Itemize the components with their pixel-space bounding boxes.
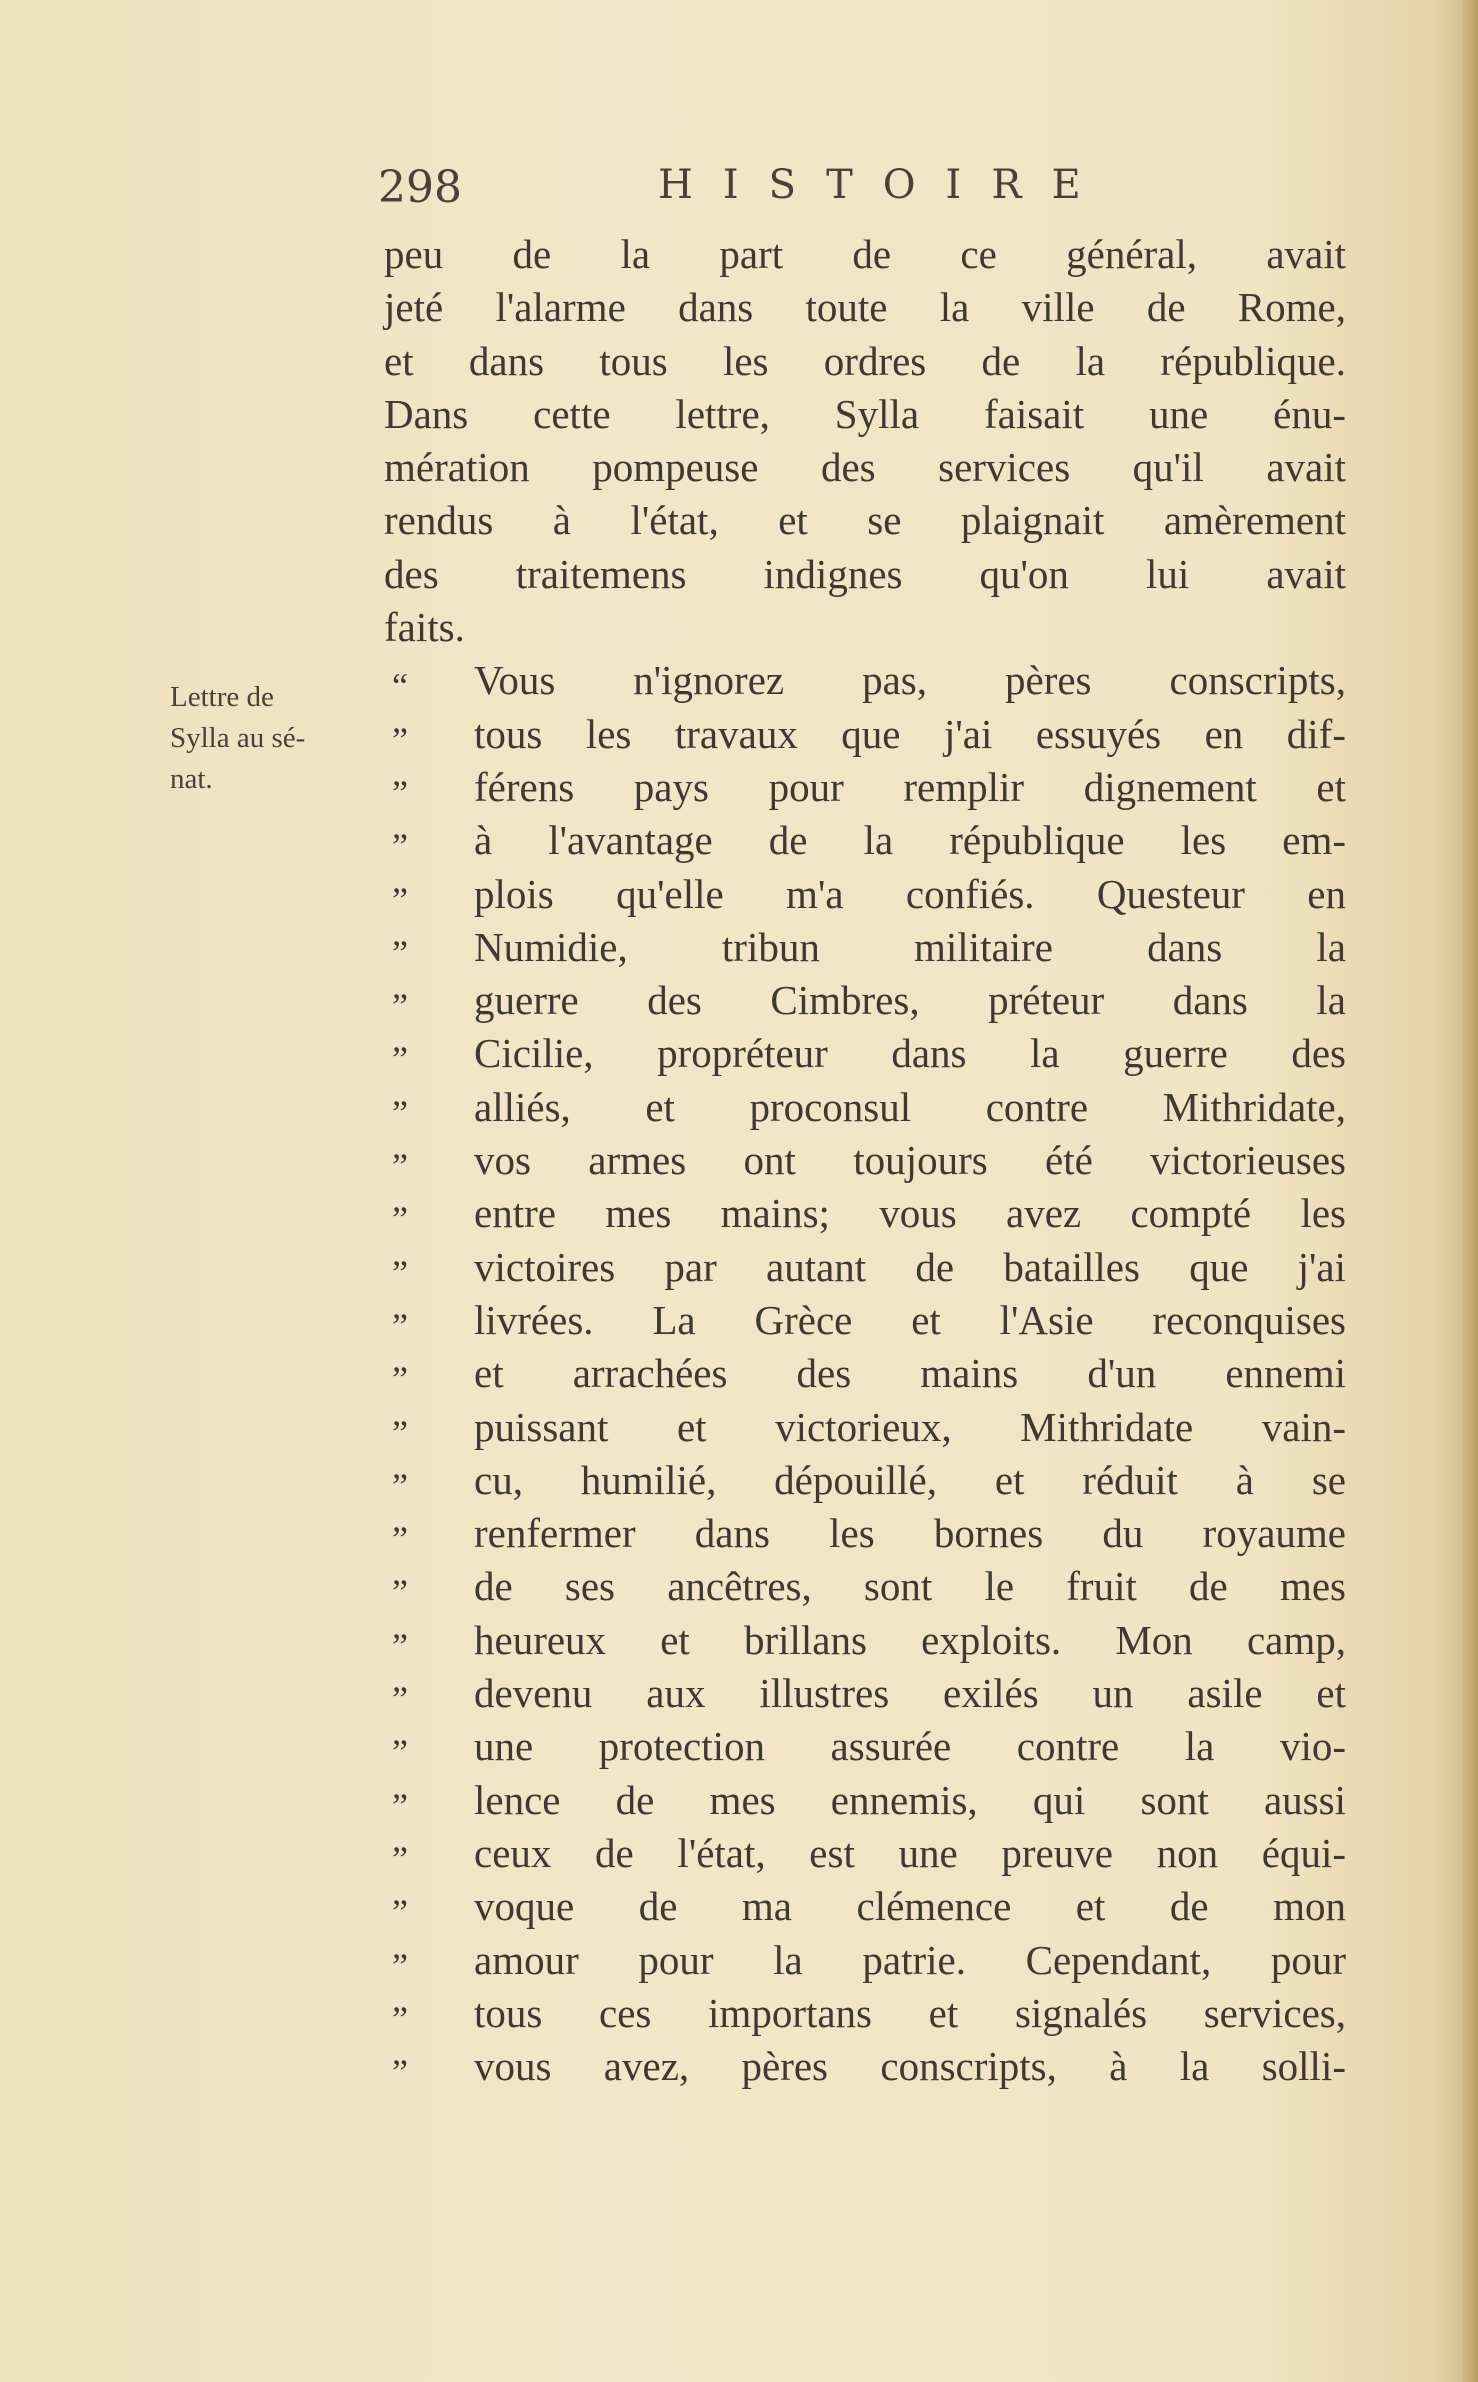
page-number: 298: [378, 162, 462, 213]
letter-line: vos armes ont toujours été victorieuses: [474, 1137, 1346, 1184]
letter-row: [384, 868, 1346, 921]
letter-line: voque de ma clémence et de mon: [474, 1883, 1346, 1930]
continuation-quote-mark: ”: [392, 1465, 408, 1506]
letter-row: [384, 1401, 1346, 1454]
letter-row: [384, 1507, 1346, 1560]
letter-row: [384, 1027, 1346, 1080]
running-title: HISTOIRE: [658, 162, 1111, 208]
continuation-quote-mark: ”: [392, 1998, 408, 2039]
continuation-quote-mark: ”: [392, 1945, 408, 1986]
letter-row: [384, 1774, 1346, 1827]
letter-row: [384, 1187, 1346, 1240]
letter-line: Cicilie, propréteur dans la guerre des: [474, 1030, 1346, 1077]
body-text: [384, 228, 1346, 2093]
letter-row: [384, 1081, 1346, 1134]
opening-quote-mark: “: [392, 666, 408, 707]
letter-line: Numidie, tribun militaire dans la: [474, 923, 1346, 970]
letter-line: alliés, et proconsul contre Mithridate,: [474, 1083, 1346, 1130]
intro-line: rendus à l'état, et se plaignait amèrement: [384, 497, 1346, 544]
continuation-quote-mark: ”: [392, 772, 408, 813]
letter-row: [384, 1827, 1346, 1880]
letter-line: livrées. La Grèce et l'Asie reconquises: [474, 1296, 1346, 1343]
letter-row: [384, 1667, 1346, 1720]
letter-line: plois qu'elle m'a confiés. Questeur en: [474, 870, 1346, 917]
letter-line: entre mes mains; vous avez compté les: [474, 1190, 1346, 1237]
letter-line: une protection assurée contre la vio-: [474, 1723, 1346, 1770]
letter-line: amour pour la patrie. Cependant, pour: [474, 1936, 1346, 1983]
letter-row: [384, 2040, 1346, 2093]
letter-row: [384, 1934, 1346, 1987]
letter-line: ceux de l'état, est une preuve non équi-: [474, 1829, 1346, 1876]
continuation-quote-mark: ”: [392, 826, 408, 867]
continuation-quote-mark: ”: [392, 1305, 408, 1346]
letter-line: heureux et brillans exploits. Mon camp,: [474, 1616, 1346, 1663]
continuation-quote-mark: ”: [392, 1732, 408, 1773]
continuation-quote-mark: ”: [392, 1412, 408, 1453]
letter-row: [384, 761, 1346, 814]
letter-line: férens pays pour remplir dignement et: [474, 763, 1346, 810]
letter-row: [384, 921, 1346, 974]
page-edge: [1462, 0, 1478, 2382]
intro-line: et dans tous les ordres de la république.: [384, 337, 1346, 384]
continuation-quote-mark: ”: [392, 879, 408, 920]
letter-row: [384, 1880, 1346, 1933]
continuation-quote-mark: ”: [392, 2052, 408, 2093]
letter-line: puissant et victorieux, Mithridate vain-: [474, 1403, 1346, 1450]
letter-line: tous ces importans et signalés services,: [474, 1989, 1346, 2036]
letter-row: [384, 1347, 1346, 1400]
continuation-quote-mark: ”: [392, 1252, 408, 1293]
letter-row: [384, 1987, 1346, 2040]
letter-row: [384, 708, 1346, 761]
continuation-quote-mark: ”: [392, 1359, 408, 1400]
continuation-quote-mark: ”: [392, 1838, 408, 1879]
page-header: [378, 162, 1138, 222]
letter-line: vous avez, pères conscripts, à la solli-: [474, 2043, 1346, 2090]
letter-line: renfermer dans les bornes du royaume: [474, 1510, 1346, 1557]
letter-line: de ses ancêtres, sont le fruit de mes: [474, 1563, 1346, 1610]
letter-row: [384, 1294, 1346, 1347]
letter-line: cu, humilié, dépouillé, et réduit à se: [474, 1456, 1346, 1503]
continuation-quote-mark: ”: [392, 986, 408, 1027]
continuation-quote-mark: ”: [392, 719, 408, 760]
continuation-quote-mark: ”: [392, 1625, 408, 1666]
letter-line: guerre des Cimbres, préteur dans la: [474, 977, 1346, 1024]
letter-row: [384, 1614, 1346, 1667]
letter-row: [384, 1560, 1346, 1613]
continuation-quote-mark: ”: [392, 1892, 408, 1933]
letter-lines: [384, 708, 1346, 2094]
intro-line: des traitemens indignes qu'on lui avait: [384, 550, 1346, 597]
continuation-quote-mark: ”: [392, 1519, 408, 1560]
margin-note-line: Sylla au sé-: [170, 722, 306, 754]
continuation-quote-mark: ”: [392, 1146, 408, 1187]
letter-row: [384, 814, 1346, 867]
continuation-quote-mark: ”: [392, 1785, 408, 1826]
letter-line: Vous n'ignorez pas, pères conscripts,: [474, 657, 1346, 704]
letter-line: et arrachées des mains d'un ennemi: [474, 1350, 1346, 1397]
continuation-quote-mark: ”: [392, 932, 408, 973]
continuation-quote-mark: ”: [392, 1679, 408, 1720]
intro-line: faits.: [384, 604, 465, 651]
letter-row: [384, 1454, 1346, 1507]
margin-note-line: Lettre de: [170, 681, 274, 713]
letter-row: [384, 1720, 1346, 1773]
intro-line: mération pompeuse des services qu'il avait: [384, 444, 1346, 491]
margin-note-line: nat.: [170, 763, 213, 795]
letter-row: [384, 974, 1346, 1027]
continuation-quote-mark: ”: [392, 1572, 408, 1613]
letter-first-line: [384, 654, 1346, 707]
intro-line: Dans cette lettre, Sylla faisait une énu-: [384, 390, 1346, 437]
letter-line: lence de mes ennemis, qui sont aussi: [474, 1776, 1346, 1823]
continuation-quote-mark: ”: [392, 1199, 408, 1240]
letter-row: [384, 1134, 1346, 1187]
letter-line: victoires par autant de batailles que j'ai: [474, 1243, 1346, 1290]
intro-line: jeté l'alarme dans toute la ville de Rome,: [384, 284, 1346, 331]
letter-line: tous les travaux que j'ai essuyés en dif-: [474, 710, 1346, 757]
margin-note: [170, 677, 390, 800]
letter-row: [384, 1241, 1346, 1294]
continuation-quote-mark: ”: [392, 1092, 408, 1133]
letter-line: à l'avantage de la république les em-: [474, 817, 1346, 864]
intro-line: peu de la part de ce général, avait: [384, 231, 1346, 277]
letter-line: devenu aux illustres exilés un asile et: [474, 1670, 1346, 1717]
continuation-quote-mark: ”: [392, 1039, 408, 1080]
